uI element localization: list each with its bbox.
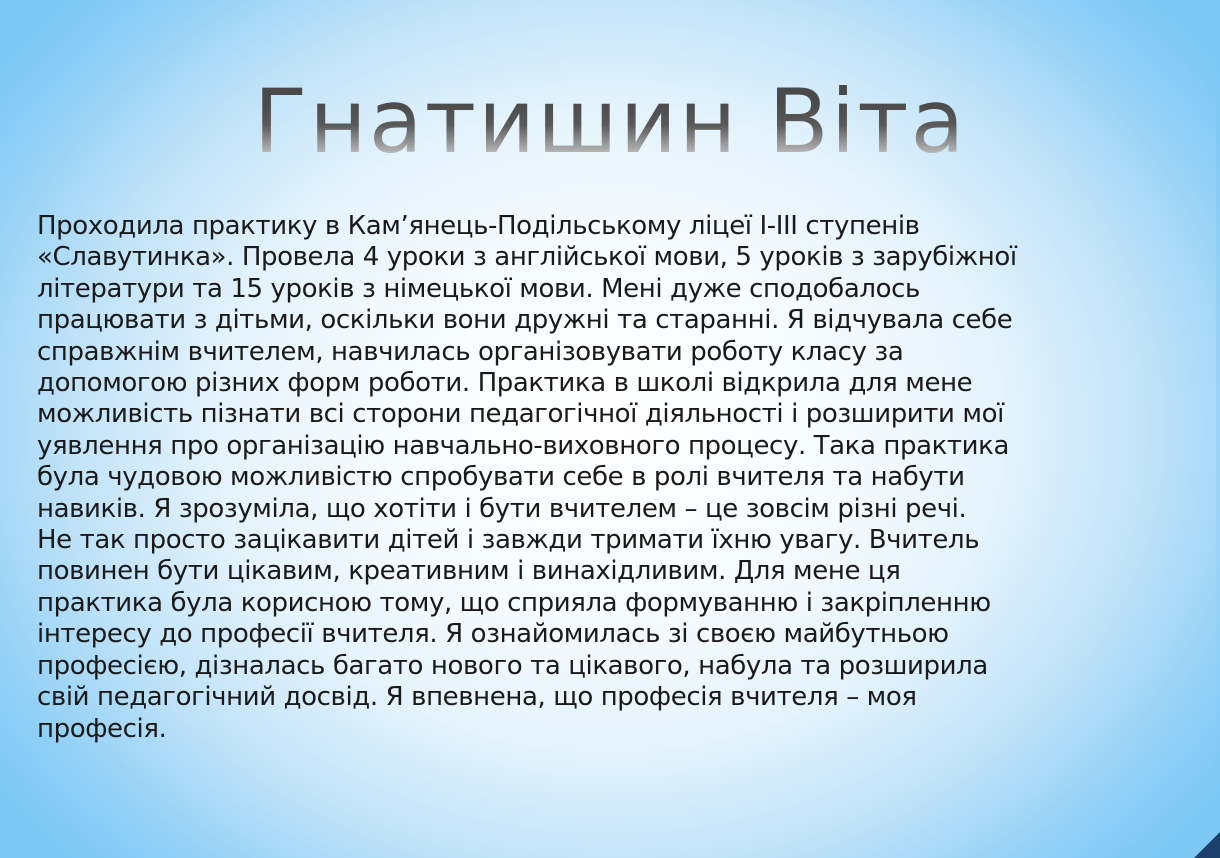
corner-accent (1194, 832, 1220, 858)
slide-body-text: Проходила практику в Кам’янець-Подільському ліцеї І-ІІІ ступенів «Славутинка». Провела 4 уроки з англійської мови, 5 уроків з зарубіжної літератури та 15 уроків з німецької мови. Мені дуже сподобалось працювати з дітьми, оскільки вони дружні та старанні. Я відчувала себе справжнім вчителем, навчилась організовувати роботу класу за допомогою різних форм роботи. Практика в школі відкрила для мене можливість пізнати всі сторони педагогічної діяльності і розширити мої уявлення про організацію навчально-виховного процесу. Така практика була чудовою можливістю спробувати себе в ролі вчителя та набути навиків. Я зрозуміла, що хотіти і бути вчителем – це зовсім різні речі. Не так просто зацікавити дітей і завжди тримати їхню увагу. Вчитель повинен бути цікавим, креативним і винахідливим. Для мене ця практика була корисною тому, що сприяла формуванню і закріпленню інтересу до професії вчителя. Я ознайомилась зі своєю майбутньою професією, дізналась багато нового та цікавого, набула та розширила свій педагогічний досвід. Я впевнена, що професія вчителя – моя професія. (37, 211, 1017, 744)
slide-title: Гнатишин Віта (0, 52, 1220, 192)
